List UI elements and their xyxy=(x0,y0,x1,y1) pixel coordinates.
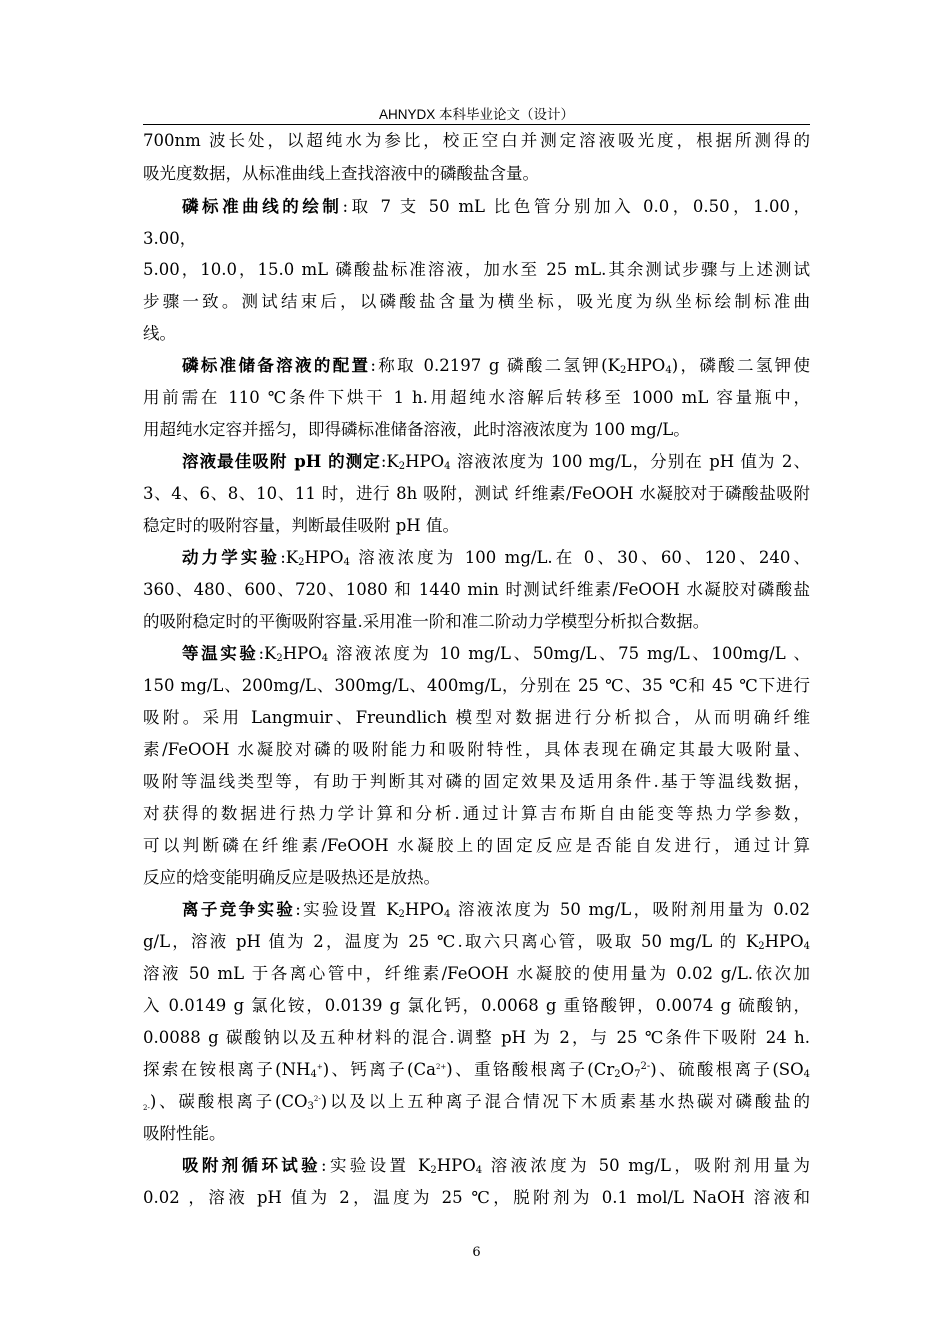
text-span: HPO xyxy=(436,1156,476,1175)
superscript: 2- xyxy=(640,1061,651,1072)
text-span: HPO xyxy=(404,900,444,919)
subscript: 2 xyxy=(298,557,305,568)
text-line: 素/FeOOH 水凝胶对磷的吸附能力和吸附特性，具体表现在确定其最大吸附量、 xyxy=(143,740,810,759)
paragraph-heading: 离子竞争实验 xyxy=(182,900,296,919)
text-line: 3、4、6、8、10、11 时，进行 8h 吸附，测试 纤维素/FeOOH 水凝胶对于磷酸盐吸附 xyxy=(143,484,810,503)
superscript: 2+ xyxy=(435,1063,447,1071)
text-line: 步骤一致。测试结束后，以磷酸盐含量为横坐标，吸光度为纵坐标绘制标准曲 xyxy=(143,292,810,311)
subscript: 2 xyxy=(398,909,405,920)
subscript: 4 xyxy=(443,909,451,920)
paragraph-first-line xyxy=(182,355,810,377)
page-number: 6 xyxy=(472,1245,481,1260)
subscript: 4 xyxy=(310,1069,317,1080)
text-line: 150 mg/L、200mg/L、300mg/L、400mg/L，分别在 25 ℃、35 ℃和 45 ℃下进行 xyxy=(143,676,810,695)
text-span: )、碳酸根离子(CO xyxy=(149,1092,308,1111)
text-span: 溶液浓度为 50 mg/L，吸附剂用量为 0.02 xyxy=(450,900,810,919)
paragraph-first-line xyxy=(182,547,810,569)
text-span: HPO xyxy=(282,644,322,663)
text-line: 360、480、600、720、1080 和 1440 min 时测试纤维素/FeOOH 水凝胶对磷酸盐 xyxy=(143,580,810,599)
text-line: 对获得的数据进行热力学计算和分析.通过计算吉布斯自由能变等热力学参数， xyxy=(143,804,810,823)
subscript: 4 xyxy=(321,653,329,664)
text-span: 溶液浓度为 50 mg/L，吸附剂用量为 xyxy=(482,1156,810,1175)
text-line: 溶液 50 mL 于各离心管中，纤维素/FeOOH 水凝胶的使用量为 0.02 g/L.依次加 xyxy=(143,964,810,983)
text-span: HPO xyxy=(626,356,666,375)
text-line: 稳定时的吸附容量，判断最佳吸附 pH 值。 xyxy=(143,516,459,535)
text-line: 吸光度数据，从标准曲线上查找溶液中的磷酸盐含量。 xyxy=(143,164,539,183)
text-span: HPO xyxy=(764,932,804,951)
text-span: 溶液浓度为 100 mg/L.在 0、30、60、120、240、 xyxy=(349,548,810,567)
text-line: 吸附性能。 xyxy=(143,1124,226,1143)
text-span: 探索在铵根离子(NH xyxy=(143,1060,311,1079)
text-line: 3.00， xyxy=(143,229,197,248)
paragraph-heading: 动力学实验 xyxy=(182,548,281,567)
paragraph-heading: 磷标准储备溶液的配置 xyxy=(182,356,371,375)
subscript: 7 xyxy=(634,1069,641,1080)
text-span: :K xyxy=(380,452,399,471)
header-rule xyxy=(143,124,810,125)
text-span: :取 7 支 50 mL 比色管分别加入 0.0，0.50，1.00， xyxy=(342,197,810,216)
text-line: 700nm 波长处，以超纯水为参比，校正空白并测定溶液吸光度，根据所测得的 xyxy=(143,131,810,150)
text-line: 吸附。采用 Langmuir、Freundlich 模型对数据进行分析拟合，从而明确纤维 xyxy=(143,708,810,727)
text-span: )以及以上五种离子混合情况下木质素基水热碳对磷酸盐的 xyxy=(320,1092,810,1111)
subscript: 2 xyxy=(614,1069,621,1080)
superscript: 2- xyxy=(143,1104,150,1112)
subscript: 2 xyxy=(758,941,765,952)
text-span: )、钙离子(Ca xyxy=(322,1060,436,1079)
text-span: )，磷酸二氢钾使 xyxy=(671,356,810,375)
text-span: :实验设置 K xyxy=(295,900,399,919)
text-span: 溶液浓度为 100 mg/L，分别在 pH 值为 2、 xyxy=(450,452,810,471)
subscript: 3 xyxy=(307,1101,314,1112)
paragraph-first-line xyxy=(182,451,810,473)
paragraph-heading: 等温实验 xyxy=(182,644,259,663)
subscript: 4 xyxy=(343,557,350,568)
paragraph-heading: 吸附剂循环试验 xyxy=(182,1156,322,1175)
text-line: 吸附等温线类型等，有助于判断其对磷的固定效果及适用条件.基于等温线数据， xyxy=(143,772,810,791)
text-line: 5.00，10.0，15.0 mL 磷酸盐标准溶液，加水至 25 mL.其余测试步骤与上述测试 xyxy=(143,260,810,279)
subscript: 4 xyxy=(803,1069,810,1080)
text-line: 入 0.0149 g 氯化铵，0.0139 g 氯化钙，0.0068 g 重铬酸钾，0.0074 g 硫酸钠， xyxy=(143,996,810,1015)
subscript: 2 xyxy=(430,1165,437,1176)
text-line: 0.02 ，溶液 pH 值为 2，温度为 25 ℃，脱附剂为 0.1 mol/L NaOH 溶液和 xyxy=(143,1188,810,1207)
text-span: )、硫酸根离子(SO xyxy=(650,1060,804,1079)
text-line: 0.0088 g 碳酸钠以及五种材料的混合.调整 pH 为 2，与 25 ℃条件下吸附 24 h. xyxy=(143,1028,810,1047)
subscript: 4 xyxy=(665,365,672,376)
text-line xyxy=(143,931,810,953)
text-span: :称取 0.2197 g 磷酸二氢钾(K xyxy=(370,356,620,375)
text-span: HPO xyxy=(304,548,344,567)
text-line: 线。 xyxy=(143,324,176,343)
text-line: 可以判断磷在纤维素/FeOOH 水凝胶上的固定反应是否能自发进行，通过计算 xyxy=(143,836,810,855)
text-span: HPO xyxy=(405,452,445,471)
text-line: 的吸附稳定时的平衡吸附容量.采用准一阶和准二阶动力学模型分析拟合数据。 xyxy=(143,612,710,631)
paragraph-first-line xyxy=(182,899,810,921)
text-line: 用超纯水定容并摇匀，即得磷标准储备溶液，此时溶液浓度为 100 mg/L。 xyxy=(143,420,690,439)
subscript: 4 xyxy=(475,1165,483,1176)
paragraph-heading: 磷标准曲线的绘制 xyxy=(182,197,343,216)
subscript: 4 xyxy=(444,461,451,472)
paragraph-first-line xyxy=(182,643,810,665)
text-span: g/L，溶液 pH 值为 2，温度为 25 ℃.取六只离心管，吸取 50 mg/L 的 K xyxy=(143,932,759,951)
superscript: 2- xyxy=(313,1095,321,1103)
text-line: 反应的焓变能明确反应是吸热还是放热。 xyxy=(143,868,440,887)
text-line xyxy=(143,1059,810,1081)
superscript: + xyxy=(316,1063,323,1071)
subscript: 2 xyxy=(619,365,627,376)
subscript: 2 xyxy=(276,653,283,664)
text-span: :K xyxy=(258,644,277,663)
subscript: 4 xyxy=(803,941,810,952)
text-line xyxy=(143,1091,810,1113)
paragraph-first-line xyxy=(182,196,810,218)
subscript: 2 xyxy=(398,461,406,472)
paragraph-first-line xyxy=(182,1155,810,1177)
text-span: :K xyxy=(280,548,299,567)
text-span: 溶液浓度为 10 mg/L、50mg/L、75 mg/L、100mg/L 、 xyxy=(328,644,810,663)
text-span: )、重铬酸根离子(Cr xyxy=(446,1060,615,1079)
running-header: AHNYDX 本科毕业论文（设计） xyxy=(378,107,574,122)
paragraph-heading: 溶液最佳吸附 pH 的测定 xyxy=(182,452,381,471)
text-line: 用前需在 110 ℃条件下烘干 1 h.用超纯水溶解后转移至 1000 mL 容量瓶中， xyxy=(143,388,810,407)
text-span: O xyxy=(620,1060,635,1079)
text-span: :实验设置 K xyxy=(321,1156,431,1175)
